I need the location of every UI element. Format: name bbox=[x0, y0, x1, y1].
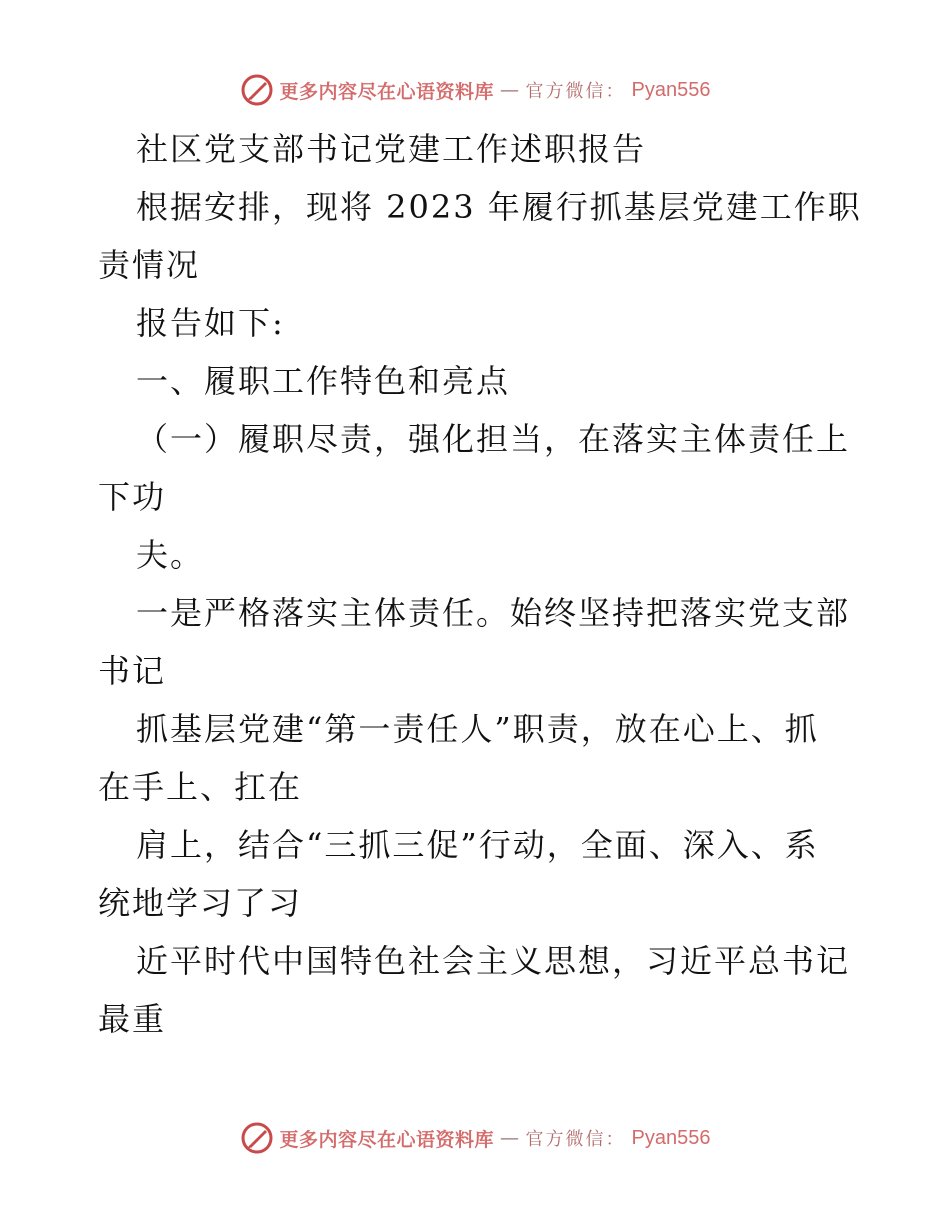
doc-line: 报告如下: bbox=[136, 304, 285, 342]
quill-pen-logo-icon bbox=[240, 1121, 274, 1155]
doc-line: 责情况 bbox=[98, 246, 201, 284]
document-body bbox=[98, 120, 862, 1048]
banner-text: 更多内容尽在心语资料库 bbox=[279, 80, 495, 103]
doc-line: 下功 bbox=[98, 478, 167, 516]
banner-separator: — bbox=[500, 1127, 520, 1149]
header-banner bbox=[0, 70, 950, 110]
doc-line: 肩上，结合“三抓三促”行动，全面、深入、系 bbox=[136, 826, 819, 864]
doc-heading: 一、履职工作特色和亮点 bbox=[136, 362, 511, 400]
doc-line: 抓基层党建“第一责任人”职责，放在心上、抓 bbox=[136, 710, 819, 748]
banner-wechat-id: Pyan556 bbox=[631, 1126, 711, 1149]
doc-line: 一是严格落实主体责任。始终坚持把落实党支部 bbox=[136, 594, 851, 632]
banner-text: 更多内容尽在心语资料库 bbox=[279, 1128, 495, 1151]
quill-pen-logo-icon bbox=[240, 73, 274, 107]
doc-title: 社区党支部书记党建工作述职报告 bbox=[136, 130, 647, 168]
doc-line: 根据安排，现将 2023 年履行抓基层党建工作职 bbox=[136, 188, 862, 226]
doc-line: 书记 bbox=[98, 652, 167, 690]
footer-banner bbox=[0, 1118, 950, 1158]
doc-subheading: （一）履职尽责，强化担当，在落实主体责任上 bbox=[136, 420, 851, 458]
doc-line: 在手上、扛在 bbox=[98, 768, 303, 806]
doc-line: 近平时代中国特色社会主义思想，习近平总书记 bbox=[136, 942, 851, 980]
banner-separator: — bbox=[500, 79, 520, 101]
banner-wechat-label: 官方微信： bbox=[525, 1129, 626, 1150]
doc-line: 夫。 bbox=[136, 536, 205, 574]
doc-line: 最重 bbox=[98, 1000, 167, 1038]
doc-line: 统地学习了习 bbox=[98, 884, 303, 922]
banner-wechat-label: 官方微信： bbox=[525, 81, 626, 102]
banner-wechat-id: Pyan556 bbox=[631, 78, 711, 101]
